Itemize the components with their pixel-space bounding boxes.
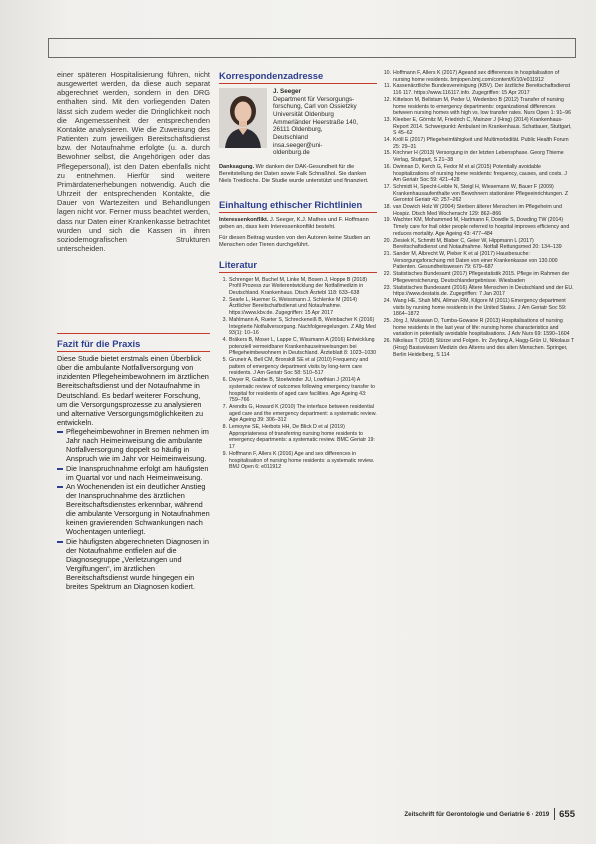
reference-number: 15.	[383, 150, 391, 157]
reference-number: 20.	[383, 237, 391, 244]
reference-number: 21.	[383, 250, 391, 257]
reference-item	[383, 318, 575, 338]
ethics-text: Für diesen Beitrag wurden von den Autoren keine Studien an Menschen oder Tieren durchgeführt.	[219, 234, 371, 248]
reference-item	[383, 137, 575, 150]
reference-item	[383, 217, 575, 237]
reference-text: Arendts G, Howard K (2010) The interface between residential aged care and the emergency department: a systematic review. Age Ageing 39: 306–312	[229, 403, 377, 424]
reference-item	[383, 70, 575, 83]
reference-text: Ziesiek K, Schmitt M, Blaber C, Geier W, Hippmann L (2017) Bereitschaftsdienst und Notaufnahme. Notfall Rettungsmed 20: 134–139	[393, 237, 562, 251]
reference-item	[219, 404, 377, 424]
correspondence-address	[273, 88, 358, 157]
reference-item	[383, 97, 575, 117]
reference-number: 8.	[222, 424, 227, 431]
address-line: Deutschland	[273, 133, 309, 141]
reference-list	[383, 70, 575, 358]
reference-item	[383, 117, 575, 137]
reference-item	[383, 150, 575, 163]
reference-item	[383, 298, 575, 318]
ethics-heading: Einhaltung ethischer Richtlinien	[219, 198, 363, 210]
reference-text: Wang HE, Shah MN, Allman RM, Kilgore M (2011) Emergency department visits by nursing home residents in the United States. J Am Geriatr Soc 59: 1864–1872	[393, 297, 567, 318]
reference-number: 25.	[383, 318, 391, 325]
reference-item	[219, 337, 377, 357]
reference-text: Hoffmann F, Allers K (2017) Ageand sex differences in hospitalisation of nursing home residents. bmjopen.bmj.com/content/6/10/e011912	[393, 70, 560, 83]
author-photo	[219, 88, 267, 148]
reference-list	[219, 277, 377, 471]
fazit-box	[57, 354, 210, 591]
reference-item	[383, 338, 575, 358]
reference-item	[383, 271, 575, 284]
heading-rule	[219, 83, 377, 84]
reference-text: Kittelson M, Bellstam M, Peder U, Wedenbro B (2012) Transfer of nursing home residents to emergency departments: organizational differences between nursing homes with high vs. low transfer rates. Nurs Open 1: 91–96	[393, 96, 572, 117]
reference-number: 23.	[383, 284, 391, 291]
address-line: forschung, Carl von Ossietzky	[273, 103, 357, 111]
column-left	[57, 70, 210, 253]
reference-number: 18.	[383, 204, 391, 211]
heading-rule	[219, 212, 377, 213]
literature-heading: Literatur	[219, 258, 258, 270]
reference-text: Kirchner H (2013) Versorgung in der letzten Lebensphase. Georg Thieme Verlag, Stuttgart, S 21–38	[393, 150, 564, 164]
reference-item	[219, 424, 377, 451]
reference-item	[383, 204, 575, 217]
reference-text: Kröll E (2017) Pflegeheimfähigkeit und Multimorbidität. Public Health Forum 25: 29–31	[393, 137, 569, 150]
reference-text: Dwinnan D, Kerch G, Fedor M et al (2015) Potentially avoidable hospitalizations of nursing home residents: frequency, causes, and costs. J Am Geriatr Soc 59: 421–428	[393, 163, 567, 184]
reference-number: 24.	[383, 297, 391, 304]
fazit-heading: Fazit für die Praxis	[57, 338, 141, 349]
reference-text: Schrenger M, Buchel M, Linke M, Bosen J, Hoppe B (2018) Profil Prozess zur Weiterentwicklung der Notfallmedizin in Deutschland. Krankenhaus. Dtsch Ärztebl 118: 633–638	[229, 276, 368, 296]
reference-text: Kleeber E, Görnitz M, Friedrich C, Mainzer J (Hrsg) (2014) Krankenhaus-Report 2014. Schwerpunkt: Ambulant im Krankenhaus. Schattauer, Stuttgart, S 45–62	[393, 116, 572, 137]
reference-number: 12.	[383, 96, 391, 103]
correspondence-block	[219, 88, 377, 157]
reference-text: Schmidt H, Specht-Leible N, Steigl H, Wiesemann W, Bauer F (2009) Krankenhausaufenthalte von Bewohnern stationärer Pflegeeinrichtungen. Z Gerontol Geriatr 42: 257–262	[393, 183, 569, 204]
reference-number: 19.	[383, 217, 391, 224]
reference-text: Kassenärztliche Bundesvereinigung (KBV). Der ärztliche Bereitschaftsdienst 116 117. https://www.116117.info. Zugegriffen: 15 Apr 2017	[393, 83, 571, 97]
column-right	[383, 70, 575, 358]
fazit-bullet: An Wochenenden ist ein deutlicher Anstieg der Inanspruchnahme des ärztlichen Bereitschaftsdienstes erkennbar, während die ambulante Versorgung in Notaufnahmen keinen gravierenden Schwankungen nach Wochentagen unterliegt.	[57, 482, 210, 537]
address-line: 26111 Oldenburg,	[273, 126, 323, 134]
journal-title: Zeitschrift für Gerontologie und Geriatrie 6 · 2019	[404, 810, 550, 818]
reference-item	[219, 377, 377, 404]
reference-item	[383, 184, 575, 204]
reference-number: 16.	[383, 163, 391, 170]
reference-item	[219, 317, 377, 337]
page-number: 655	[559, 808, 575, 820]
reference-number: 3.	[222, 316, 227, 323]
section-divider	[57, 333, 210, 334]
reference-item	[219, 451, 377, 471]
reference-item	[219, 277, 377, 297]
reference-number: 26.	[383, 338, 391, 345]
acknowledgement-label: Danksagung.	[219, 163, 255, 170]
reference-number: 11.	[384, 83, 391, 90]
body-text: einer späteren Hospitalisierung führen, nicht ausgewertet werden, da diese auch separat abgerechnet werden, sondern in den DRG enthalten sind. Mit den vorliegenden Daten lässt sich zudem weder die Dringlichkeit noch die Angemessenheit der entsprechenden Kontakte analysieren. Wie die Zuweisung des Patienten zum jeweiligen Bereitschaftsdienst bzw. der Notaufnahme erfolgte (u. a. durch Bewohner selbst, die Angehörigen oder das Pflegepersonal), ist den Daten ebenfalls nicht zu entnehmen. Hierfür sind weitere Primärdatenerhebungen notwendig. Auch die Uhrzeit der entsprechenden Kontakte, die Dauer von Wartezeiten und Behandlungen lagen nicht vor. Ferner muss beachtet werden, dass nur Daten einer Krankenkasse betrachtet wurden und sich die Kassen in ihren soziodemografischen Strukturen unterscheiden.	[57, 70, 210, 253]
email-link[interactable]: insa.seeger@uni-	[273, 141, 323, 149]
reference-text: Mahlmann A, Rueter S, Schreckeneiß B, Weinbacher K (2016) Integrierte Notfallversorgung. Nachfolgeregelungen. Z Allg Med 93(1): 10–16	[229, 316, 376, 337]
reference-item	[383, 238, 575, 251]
reference-text: Nikolaus T (2018) Stürze und Folgen. In: Zeyfang A, Hagg-Grün U, Nikolaus T (Hrsg) Basiswissen Medizin des Alterns und des alten Menschen. Springer, Berlin Heidelberg, S 114	[393, 338, 575, 358]
reference-number: 4.	[222, 336, 227, 343]
reference-number: 14.	[383, 137, 391, 144]
fazit-bullet: Die Inanspruchnahme erfolgt am häufigsten im Quartal vor und nach Heimeinweisung.	[57, 464, 210, 482]
reference-number: 5.	[222, 357, 227, 364]
heading-rule	[219, 272, 377, 273]
reference-item	[219, 357, 377, 377]
footer-divider	[554, 808, 555, 820]
reference-number: 2.	[222, 296, 227, 303]
reference-text: Wachter KM, Mohammed M, Hartmann F, Dowdle S, Dowding TW (2014) Timely care for frail older people referred to hospital improves efficiency and reduces mortality. Age Ageing 43: 477–484	[393, 217, 570, 237]
reference-number: 9.	[222, 450, 227, 457]
reference-item	[383, 164, 575, 184]
reference-number: 17.	[383, 183, 391, 190]
acknowledgement-text: Wir danken der DAK-Gesundheit für die Bereitstellung der Daten sowie Falk Schnaßhol. Sie danken Niels Treidlochs. Die Studie wurde unterstützt und finanziert.	[219, 163, 369, 184]
reference-item	[383, 83, 575, 96]
reference-item	[383, 285, 575, 298]
reference-text: Jörg J, Mukawan D, Tumba-Gowane R (2013) Hospitalisations of nursing home residents in the last year of life: nursing home characteristics and variation in potentially avoidable hospitalisations. J Adv Nurs 69: 1590–1604	[393, 318, 570, 338]
address-line: Ammerländer Heerstraße 140,	[273, 118, 359, 126]
reference-text: Statistisches Bundesamt (2017) Pflegestatistik 2015. Pflege im Rahmen der Pflegeversicherung. Deutschlandergebnisse. Wiesbaden	[393, 271, 570, 284]
reference-text: Searle L, Huemer G, Weissmann J, Schlenke M (2014) Ärztlicher Bereitschaftsdienst und Notaufnahme. https://www.kbv.de. Zugegriffen: 15 Apr 2017	[229, 296, 357, 317]
reference-item	[383, 251, 575, 271]
reference-text: Dwyer R, Gabbe B, Stoelwinder JU, Lowthian J (2014) A systematic review of outcomes following emergency transfer to hospital for residents of aged care facilities. Age Ageing 43: 759–766	[229, 377, 375, 404]
fazit-bullet: Die häufigsten abgerechneten Diagnosen in der Notaufnahme entfielen auf die Diagnosegruppe „Verletzungen und Vergiftungen“, im ärztlichen Bereitschaftsdienst wurde hingegen ein breites Spektrum an Diagnosen kodiert.	[57, 537, 210, 592]
page-footer	[383, 808, 575, 820]
conflict-text: J. Seeger, K.J. Mathes und F. Hoffmann geben an, dass kein Interessenkonflikt besteht.	[219, 216, 369, 230]
column-middle	[219, 70, 377, 471]
conflict-label: Interessenkonflikt.	[219, 216, 269, 223]
reference-text: Sander M, Albrecht W, Pieber K et al (2017) Hausbesuche: Versorgungsforschung mit Daten von einer Krankenkasse von 130.000 Patienten. Gesundheitswesen 79: 679–687	[393, 250, 558, 271]
reference-number: 22.	[383, 271, 391, 278]
acknowledgement	[219, 164, 377, 185]
email-link[interactable]: oldenburg.de	[273, 149, 310, 157]
correspondence-heading: Korrespondenzadresse	[219, 70, 324, 81]
reference-text: Lemoyne SE, Herbots HH, De Blick D et al (2019) Appropriateness of transferring nursing home residents to emergency departments: a systematic review. BMC Geriatr 19: 17	[229, 424, 375, 451]
reference-text: Statistisches Bundesamt (2016) Ältere Menschen in Deutschland und der EU. https://www.destatis.de. Zugegriffen: 7 Jan 2017	[393, 284, 574, 298]
reference-item	[219, 297, 377, 317]
conflict-of-interest	[219, 217, 377, 231]
fazit-bullet: Pflegeheimbewohner in Bremen nehmen im Jahr nach Heimeinweisung die ambulante Notfallversorgung doppelt so häufig in Anspruch wie im Jahr vor Heimeinweisung.	[57, 427, 210, 464]
reference-text: Gruneir A, Bell CM, Bronskill SE et al (2010) Frequency and pattern of emergency department visits by long-term care residents. J Am Geriatr Soc 58: 510–517	[229, 357, 369, 377]
reference-number: 10.	[383, 70, 391, 76]
heading-rule	[57, 351, 210, 352]
header-frame	[48, 38, 576, 58]
reference-number: 6.	[222, 377, 227, 384]
reference-number: 13.	[383, 116, 391, 123]
reference-number: 1.	[222, 276, 227, 283]
address-line: Department für Versorgungs-	[273, 95, 355, 103]
address-line: Universität Oldenburg	[273, 110, 334, 118]
reference-text: van Dowich Holz W (2004) Sterben älterer Menschen im Pflegeheim und Hospiz. Dtsch Med Wochenschr 129: 862–866	[393, 204, 562, 217]
reference-text: Bräkers B, Moser L, Lappe C, Wissmann A (2016) Entwicklung potenziell vermeidbarer Krankenhauseinweisungen bei Pflegeheimbewohnern in Deutschland. Ärzteblatt 8: 1023–1030	[229, 336, 377, 357]
reference-number: 7.	[222, 403, 227, 410]
fazit-intro: Diese Studie bietet erstmals einen Überblick über die ambulante Notfallversorgung von inzidenten Pflegeheimbewohnern im ärztlichen Bereitschaftsdienst und der Notaufnahme in Deutschland. Es bedarf weiterer Forschung, um die Versorgungsprozesse zu analysieren und alternative Versorgungsmöglichkeiten zu entwickeln.	[57, 354, 209, 427]
author-name: J. Seeger	[273, 88, 302, 95]
reference-text: Hoffmann F, Allers K (2016) Age and sex differences in hospitalisation of nursing home residents: a systematic review. BMJ Open 6: e011912	[229, 450, 375, 471]
